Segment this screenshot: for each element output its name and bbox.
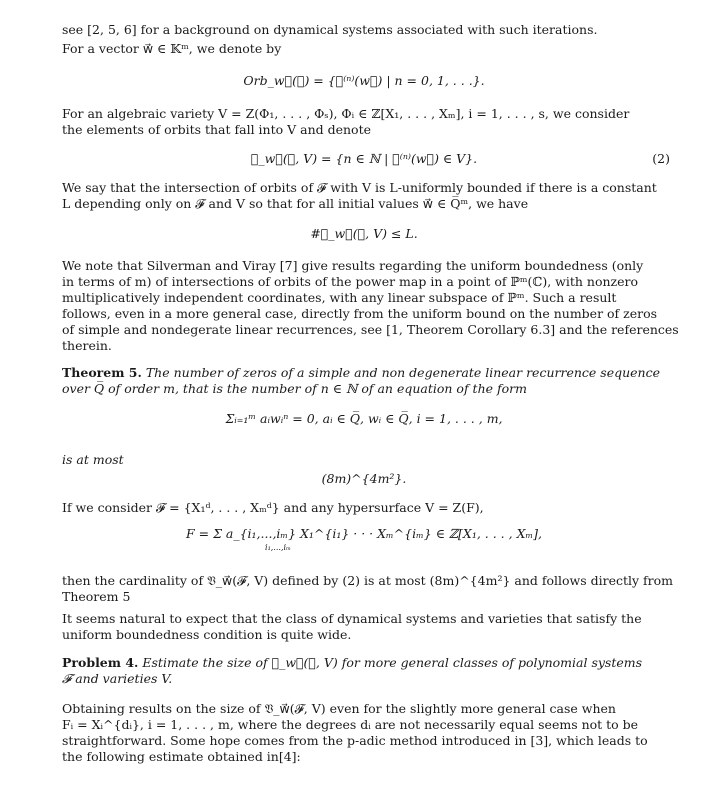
problem-4 xyxy=(62,655,682,671)
problem-label: Problem 4. xyxy=(62,655,139,670)
problem-text: 𝓕 and varieties V. xyxy=(62,671,173,686)
text-line: Obtaining results on the size of 𝔙_w⃗(𝓕, V) even for the slightly more general case when xyxy=(62,701,616,716)
equation-sum: Σᵢ₌₁ᵐ aᵢwᵢⁿ = 0, aᵢ ∈ Q̅, wᵢ ∈ Q̅, i = 1, . . . , m, xyxy=(225,411,503,426)
text-line: therein. xyxy=(62,338,112,353)
equation-F-subscript: i₁,...,iₘ xyxy=(265,543,291,552)
equation-number: (2) xyxy=(652,151,670,166)
equation-orbit: Orb_w⃗(𝓕) = {𝓕⁽ⁿ⁾(w⃗) | n = 0, 1, . . .}. xyxy=(243,73,485,88)
theorem-5 xyxy=(62,365,682,381)
problem-text: Estimate the size of 𝔙_w⃗(𝓕, V) for more general classes of polynomial systems xyxy=(142,655,643,670)
theorem-label: Theorem 5. xyxy=(62,365,142,380)
text-line: then the cardinality of 𝔙_w⃗(𝓕, V) defined by (2) is at most (8m)^{4m²} and follows directly from xyxy=(62,573,674,588)
text-line: For a vector w⃗ ∈ 𝕂ᵐ, we denote by xyxy=(62,41,282,56)
text-line: straightforward. Some hope comes from the p-adic method introduced in [3], which leads to xyxy=(62,733,648,748)
text-line: It seems natural to expect that the class of dynamical systems and varieties that satisfy the xyxy=(62,611,642,626)
text-line: Fᵢ = Xᵢ^{dᵢ}, i = 1, . . . , m, where the degrees dᵢ are not necessarily equal seems not to be xyxy=(62,717,639,732)
equation-bound: #𝔙_w⃗(𝓕, V) ≤ L. xyxy=(310,226,418,241)
text-line: multiplicatively independent coordinates, with any linear subspace of ℙᵐ. Such a result xyxy=(62,290,617,305)
equation-2: 𝔙_w⃗(𝓕, V) = {n ∈ ℕ | 𝓕⁽ⁿ⁾(w⃗) ∈ V}. xyxy=(250,151,478,166)
text-line: We say that the intersection of orbits of 𝓕 with V is L-uniformly bounded if there is a constant xyxy=(62,180,657,195)
text-line: the following estimate obtained in[4]: xyxy=(62,749,301,764)
theorem-text: is at most xyxy=(62,452,124,467)
text-line: For an algebraic variety V = Z(Φ₁, . . . , Φₛ), Φᵢ ∈ ℤ[X₁, . . . , Xₘ], i = 1, . . . , s, we consider xyxy=(62,106,630,121)
text-line: If we consider 𝓕 = {X₁ᵈ, . . . , Xₘᵈ} and any hypersurface V = Z(F), xyxy=(62,500,484,515)
text-line: see [2, 5, 6] for a background on dynamical systems associated with such iterations. xyxy=(62,22,598,37)
text-line: L depending only on 𝓕 and V so that for all initial values w⃗ ∈ Q̅ᵐ, we have xyxy=(62,196,529,211)
theorem-text: The number of zeros of a simple and non degenerate linear recurrence sequence xyxy=(145,365,660,380)
text-line: Theorem 5 xyxy=(62,589,131,604)
text-line: We note that Silverman and Viray [7] give results regarding the uniform boundedness (only xyxy=(62,258,644,273)
text-line: in terms of m) of intersections of orbits of the power map in a point of ℙᵐ(ℂ), with nonzero xyxy=(62,274,639,289)
text-line: uniform boundedness condition is quite wide. xyxy=(62,627,352,642)
text-line: of simple and nondegerate linear recurrences, see [1, Theorem Corollary 6.3] and the references xyxy=(62,322,679,337)
equation-bound-8m: (8m)^{4m²}. xyxy=(321,471,407,486)
text-line: follows, even in a more general case, directly from the uniform bound on the number of zeros xyxy=(62,306,658,321)
text-line: the elements of orbits that fall into V and denote xyxy=(62,122,372,137)
equation-F: F = Σ a_{i₁,...,iₘ} X₁^{i₁} · · · Xₘ^{iₘ} ∈ ℤ[X₁, . . . , Xₘ], xyxy=(185,526,542,541)
theorem-text: over Q̅ of order m, that is the number of n ∈ ℕ of an equation of the form xyxy=(62,381,527,396)
